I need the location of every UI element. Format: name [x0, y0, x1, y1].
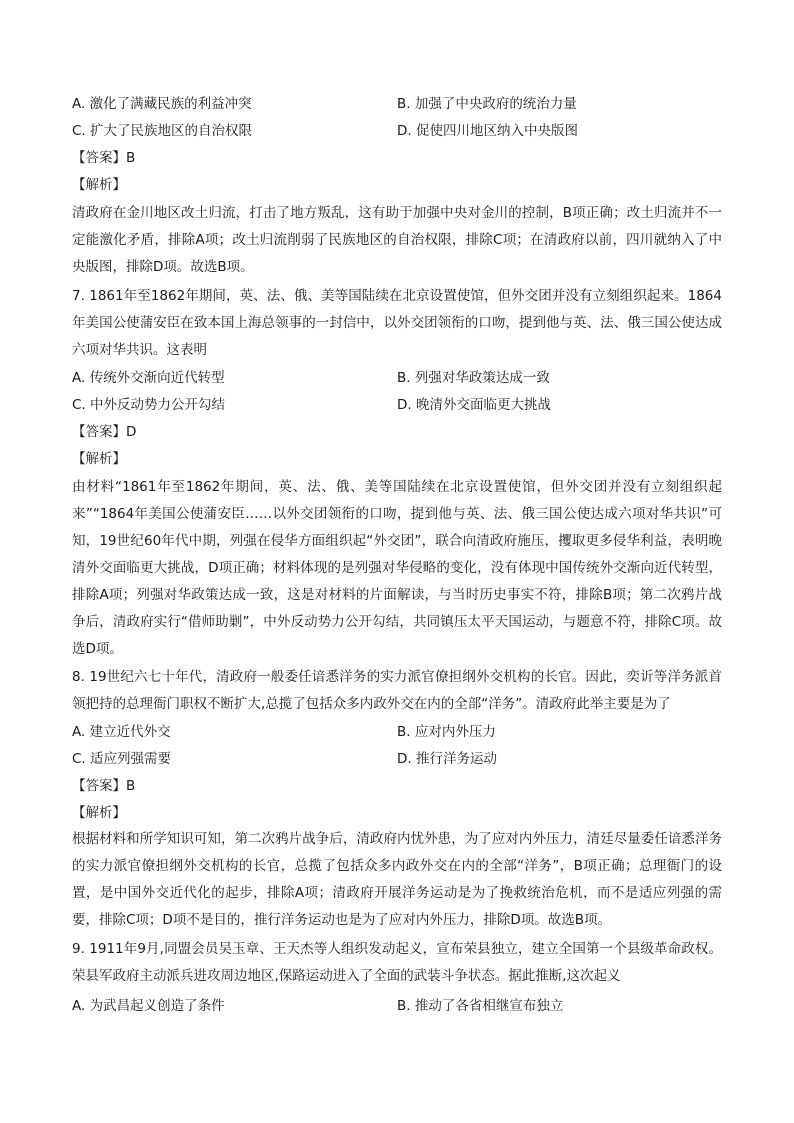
q6-option-a: A. 激化了满藏民族的利益冲突 — [72, 96, 252, 112]
q6-option-c: C. 扩大了民族地区的自治权限 — [72, 123, 253, 139]
q6-analysis-label: 【解析】 — [72, 177, 126, 193]
q7-analysis: 由材料“1861年至1862年期间，英、法、俄、美等国陆续在北京设置使馆，但外交团并没有立刻组织起来”“1864年美国公使蒲安臣……以外交团领衔的口吻，提到他与英、法、俄三国公使达成六项对华共识”可知，19世纪60年代中期，列强在侵华方面组织起“外交团”，联合向清政府施压，攫取更多侵华利益，表明晚清外交面临更大挑战，D项正确；材料体现的是列强对华侵略的变化，没有体现中国传统外交渐向近代转型，排除A项；列强对华政策达成一致，这是对材料的片面解读，与当时历史事实不符，排除B项；第二次鸦片战争后，清政府实行“借师助剿”，中外反动势力公开勾结，共同镇压太平天国运动，与题意不符，排除C项。故选D项。 — [72, 479, 722, 657]
q6-options-row-2 — [72, 119, 722, 143]
q6-answer: 【答案】B — [72, 150, 136, 166]
q9-option-a: A. 为武昌起义创造了条件 — [72, 998, 225, 1014]
q8-option-b: B. 应对内外压力 — [397, 724, 496, 740]
q7-answer: 【答案】D — [72, 424, 137, 440]
q8-answer: 【答案】B — [72, 778, 136, 794]
q7-option-d: D. 晚清外交面临更大挑战 — [397, 397, 551, 413]
q9-option-b: B. 推动了各省相继宣布独立 — [397, 998, 564, 1014]
q8-option-c: C. 适应列强需要 — [72, 751, 172, 767]
q7-option-a: A. 传统外交渐向近代转型 — [72, 370, 225, 386]
q7-option-c: C. 中外反动势力公开勾结 — [72, 397, 226, 413]
q7-options-row-2 — [72, 393, 722, 417]
q8-option-d: D. 推行洋务运动 — [397, 751, 497, 767]
q8-analysis: 根据材料和所学知识可知，第二次鸦片战争后，清政府内忧外患，为了应对内外压力，清廷尽量委任谙悉洋务的实力派官僚担纲外交机构的长官，总揽了包括众多内政外交在内的全部“洋务”，B项正确；总理衙门的设置，是中国外交近代化的起步，排除A项；清政府开展洋务运动是为了挽救统治危机，而不是适应列强的需要，排除C项；D项不是目的，推行洋务运动也是为了应对内外压力，排除D项。故选B项。 — [72, 831, 722, 928]
q9-stem: 9. 1911年9月,同盟会员吴玉章、王天杰等人组织发动起义，宣布荣县独立，建立全国第一个县级革命政权。荣县军政府主动派兵进攻周边地区,保路运动进入了全面的武装斗争状态。据此推断,这次起义 — [72, 941, 722, 984]
q7-analysis-label: 【解析】 — [72, 451, 126, 467]
q9-options-row-1 — [72, 994, 722, 1018]
q6-analysis: 清政府在金川地区改土归流，打击了地方叛乱，这有助于加强中央对金川的控制，B项正确；改土归流并不一定能激化矛盾，排除A项；改土归流削弱了民族地区的自治权限，排除C项；在清政府以前，四川就纳入了中央版图，排除D项。故选B项。 — [72, 205, 722, 275]
q8-options-row-1 — [72, 720, 722, 744]
q8-stem: 8. 19世纪六七十年代，清政府一般委任谙悉洋务的实力派官僚担纲外交机构的长官。因此，奕䜣等洋务派首领把持的总理衙门职权不断扩大,总揽了包括众多内政外交在内的全部“洋务”。清政府此举主要是为了 — [72, 669, 722, 712]
q7-stem: 7. 1861年至1862年期间，英、法、俄、美等国陆续在北京设置使馆，但外交团并没有立刻组织起来。1864年美国公使蒲安臣在致本国上海总领事的一封信中，以外交团领衔的口吻，提到他与英、法、俄三国公使达成六项对华共识。这表明 — [72, 288, 722, 358]
q6-option-b: B. 加强了中央政府的统治力量 — [397, 96, 577, 112]
q6-options-row-1 — [72, 92, 722, 116]
q7-option-b: B. 列强对华政策达成一致 — [397, 370, 550, 386]
q7-options-row-1 — [72, 366, 722, 390]
q6-option-d: D. 促使四川地区纳入中央版图 — [397, 123, 578, 139]
q8-analysis-label: 【解析】 — [72, 805, 126, 821]
q8-option-a: A. 建立近代外交 — [72, 724, 171, 740]
q8-options-row-2 — [72, 747, 722, 771]
